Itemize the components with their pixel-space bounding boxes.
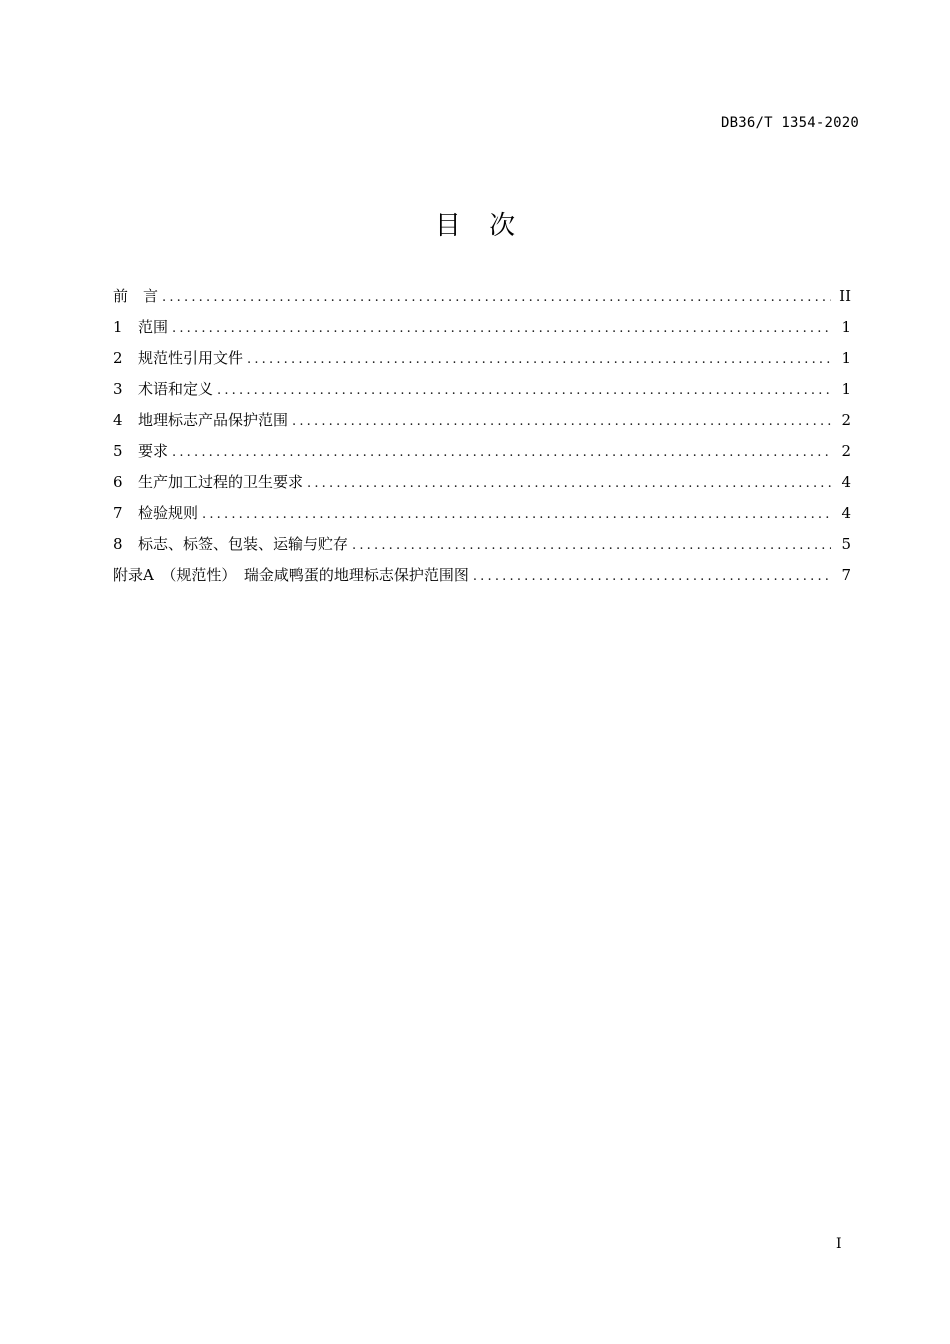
toc-leader-dots (247, 352, 831, 367)
toc-entry-scope[interactable] (113, 316, 851, 347)
toc-entry-page: 1 (841, 380, 851, 398)
toc-entry-number: 1 (113, 318, 123, 336)
toc-entry-terms-definitions[interactable] (113, 378, 851, 409)
toc-leader-dots (292, 414, 831, 429)
toc-entry-label: 前 言 (113, 287, 159, 305)
toc-entry-label: 标志、标签、包装、运输与贮存 (138, 535, 349, 553)
toc-entry-inspection-rules[interactable] (113, 502, 851, 533)
toc-entry-protection-range[interactable] (113, 409, 851, 440)
toc-entry-page: II (839, 287, 851, 305)
toc-entry-number: 2 (113, 349, 123, 367)
toc-leader-dots (162, 290, 831, 305)
toc-entry-number: 7 (113, 504, 123, 522)
toc-entry-page: 1 (841, 349, 851, 367)
toc-entry-hygiene-requirements[interactable] (113, 471, 851, 502)
toc-leader-dots (352, 538, 831, 553)
table-of-contents (113, 285, 851, 595)
toc-entry-page: 5 (841, 535, 851, 553)
toc-entry-label: 检验规则 (138, 504, 199, 522)
toc-entry-normative-references[interactable] (113, 347, 851, 378)
toc-leader-dots (217, 383, 831, 398)
toc-entry-label: 地理标志产品保护范围 (138, 411, 289, 429)
toc-entry-page: 4 (841, 473, 851, 491)
toc-entry-number: 4 (113, 411, 123, 429)
toc-entry-number: 6 (113, 473, 123, 491)
toc-entry-number: 5 (113, 442, 123, 460)
document-code: DB36/T 1354-2020 (720, 115, 859, 131)
toc-entry-page: 2 (841, 442, 851, 460)
toc-entry-label: 规范性引用文件 (138, 349, 244, 367)
toc-entry-page: 4 (841, 504, 851, 522)
page-number: I (836, 1236, 842, 1252)
toc-entry-label: 要求 (138, 442, 169, 460)
toc-entry-label: 范围 (138, 318, 169, 336)
toc-leader-dots (473, 569, 831, 584)
toc-entry-number: 3 (113, 380, 123, 398)
toc-entry-label: 附录A （规范性） 瑞金咸鸭蛋的地理标志保护范围图 (113, 566, 469, 584)
toc-leader-dots (307, 476, 831, 491)
toc-entry-appendix-a[interactable] (113, 564, 851, 595)
toc-title: 目 次 (434, 211, 516, 241)
toc-entry-page: 7 (841, 566, 851, 584)
toc-entry-foreword[interactable] (113, 285, 851, 316)
toc-entry-number: 8 (113, 535, 123, 553)
toc-leader-dots (202, 507, 831, 522)
toc-entry-label: 生产加工过程的卫生要求 (138, 473, 304, 491)
toc-entry-label: 术语和定义 (138, 380, 214, 398)
toc-leader-dots (172, 321, 831, 336)
toc-entry-page: 1 (841, 318, 851, 336)
toc-leader-dots (172, 445, 831, 460)
toc-entry-page: 2 (841, 411, 851, 429)
toc-entry-marking-packaging[interactable] (113, 533, 851, 564)
toc-entry-requirements[interactable] (113, 440, 851, 471)
